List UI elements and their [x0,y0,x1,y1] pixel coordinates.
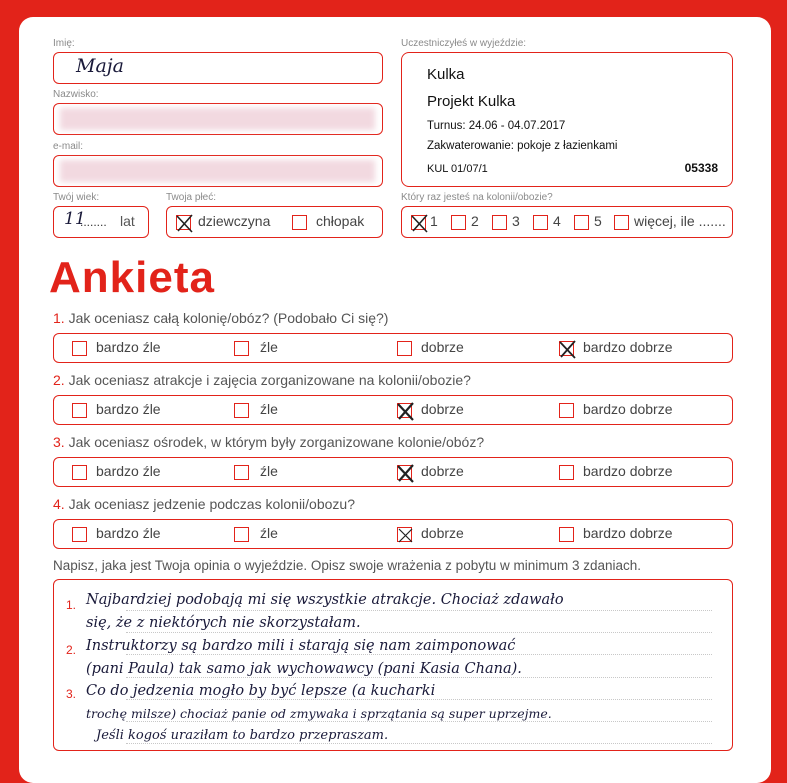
email-label: e-mail: [53,141,84,152]
gender-field [166,206,383,238]
ruled-line [126,721,712,722]
times-5-checkbox[interactable] [574,215,589,230]
gender-girl-checkbox[interactable] [176,215,191,230]
question-4: 4. Jak oceniasz jedzenie podczas kolonii/obozu? [53,496,355,512]
email-field[interactable] [53,155,383,187]
q4-opt1-label: bardzo źle [96,525,161,541]
gender-label: Twoja płeć: [166,192,217,203]
q4-opt2-label: źle [260,525,278,541]
q4-opt4-checkbox[interactable] [559,527,574,542]
trip-number: 05338 [684,161,718,175]
times-1-checkbox[interactable] [411,215,426,230]
rating-row-3 [53,457,733,487]
times-field [401,206,733,238]
opinion-line-3: Instruktorzy są bardzo mili i starają się nam zaimponować [86,638,516,654]
q1-opt4-checkbox[interactable] [559,341,574,356]
redacted-email [60,160,375,182]
q1-opt2-label: źle [260,339,278,355]
redacted-surname [60,108,375,130]
ruled-line [126,632,712,633]
trip-info-box [401,52,733,187]
times-4-label: 4 [553,213,561,229]
times-4-checkbox[interactable] [533,215,548,230]
opinion-number-3: 3. [66,687,77,701]
q2-opt1-checkbox[interactable] [72,403,87,418]
surname-field[interactable] [53,103,383,135]
q1-opt3-label: dobrze [421,339,464,355]
opinion-line-7: Jeśli kogoś uraziłam to bardzo przepraszam. [96,728,389,743]
question-1: 1. Jak oceniasz całą kolonię/obóz? (Podobało Ci się?) [53,310,389,326]
q2-opt3-label: dobrze [421,401,464,417]
name-label: Imię: [53,38,75,49]
times-1-label: 1 [430,213,438,229]
q4-opt3-checkbox[interactable] [397,527,412,542]
opinion-number-2: 2. [66,643,77,657]
q4-opt3-label: dobrze [421,525,464,541]
question-3: 3. Jak oceniasz ośrodek, w którym były zorganizowane kolonie/obóz? [53,434,485,450]
q2-opt4-label: bardzo dobrze [583,401,673,417]
age-dots: ........ [80,215,107,229]
trip-project: Projekt Kulka [427,93,516,110]
q3-opt3-checkbox[interactable] [397,465,412,480]
q1-opt3-checkbox[interactable] [397,341,412,356]
q4-opt1-checkbox[interactable] [72,527,87,542]
q3-opt4-label: bardzo dobrze [583,463,673,479]
q3-opt2-checkbox[interactable] [234,465,249,480]
times-label: Który raz jesteś na kolonii/obozie? [401,192,553,203]
check-mark-icon [557,338,579,360]
q1-opt1-label: bardzo źle [96,339,161,355]
times-2-label: 2 [471,213,479,229]
q2-opt3-checkbox[interactable] [397,403,412,418]
check-mark-icon [174,212,196,234]
opinion-line-1: Najbardziej podobają mi się wszystkie atrakcje. Chociaż zdawało [86,592,564,608]
age-field[interactable] [53,206,149,238]
times-5-label: 5 [594,213,602,229]
check-mark-icon [395,524,417,546]
question-2: 2. Jak oceniasz atrakcje i zajęcia zorganizowane na kolonii/obozie? [53,372,471,388]
ruled-line [126,743,712,744]
q2-opt1-label: bardzo źle [96,401,161,417]
opinion-line-2: się, że z niektórych nie skorzystałam. [86,615,361,631]
ruled-line [126,699,712,700]
q1-opt4-label: bardzo dobrze [583,339,673,355]
opinion-line-4: (pani Paula) tak samo jak wychowawcy (pani Kasia Chana). [86,661,522,677]
q3-opt2-label: źle [260,463,278,479]
q3-opt1-checkbox[interactable] [72,465,87,480]
name-value: Maja [76,55,125,77]
q4-opt4-label: bardzo dobrze [583,525,673,541]
survey-sheet [19,17,771,783]
rating-row-2 [53,395,733,425]
times-3-label: 3 [512,213,520,229]
opinion-line-6: trochę milsze) chociaż panie od zmywaka i sprzątania są super uprzejme. [86,706,552,721]
age-value: 11 [64,209,86,229]
trip-name: Kulka [427,66,465,83]
q1-opt2-checkbox[interactable] [234,341,249,356]
check-mark-icon [395,400,417,422]
q3-opt4-checkbox[interactable] [559,465,574,480]
trip-turnus: Turnus: 24.06 - 04.07.2017 [427,120,566,132]
ruled-line [126,677,712,678]
times-more-checkbox[interactable] [614,215,629,230]
trip-housing: Zakwaterowanie: pokoje z łazienkami [427,140,618,152]
surname-label: Nazwisko: [53,89,99,100]
q4-opt2-checkbox[interactable] [234,527,249,542]
ruled-line [126,654,712,655]
survey-title: Ankieta [49,253,215,302]
opinion-box[interactable] [53,579,733,751]
trip-code: KUL 01/07/1 [427,163,488,175]
gender-boy-checkbox[interactable] [292,215,307,230]
opinion-line-5: Co do jedzenia mogło by być lepsze (a kucharki [86,683,436,699]
q3-opt1-label: bardzo źle [96,463,161,479]
age-label: Twój wiek: [53,192,100,203]
opinion-prompt: Napisz, jaka jest Twoja opinia o wyjeździe. Opisz swoje wrażenia z pobytu w minimum 3 zdaniach. [53,558,642,573]
name-field[interactable] [53,52,383,84]
rating-row-4 [53,519,733,549]
rating-row-1 [53,333,733,363]
opinion-number-1: 1. [66,598,77,612]
times-more-label: więcej, ile ....... [634,213,726,229]
q1-opt1-checkbox[interactable] [72,341,87,356]
participant-label: Uczestniczyłeś w wyjeździe: [401,38,527,49]
ruled-line [126,610,712,611]
check-mark-icon [395,462,417,484]
q2-opt2-label: źle [260,401,278,417]
check-mark-icon [409,212,431,234]
q2-opt2-checkbox[interactable] [234,403,249,418]
gender-boy-label: chłopak [316,213,365,229]
q3-opt3-label: dobrze [421,463,464,479]
times-2-checkbox[interactable] [451,215,466,230]
q2-opt4-checkbox[interactable] [559,403,574,418]
gender-girl-label: dziewczyna [198,213,271,229]
times-3-checkbox[interactable] [492,215,507,230]
years-label: lat [120,213,135,229]
